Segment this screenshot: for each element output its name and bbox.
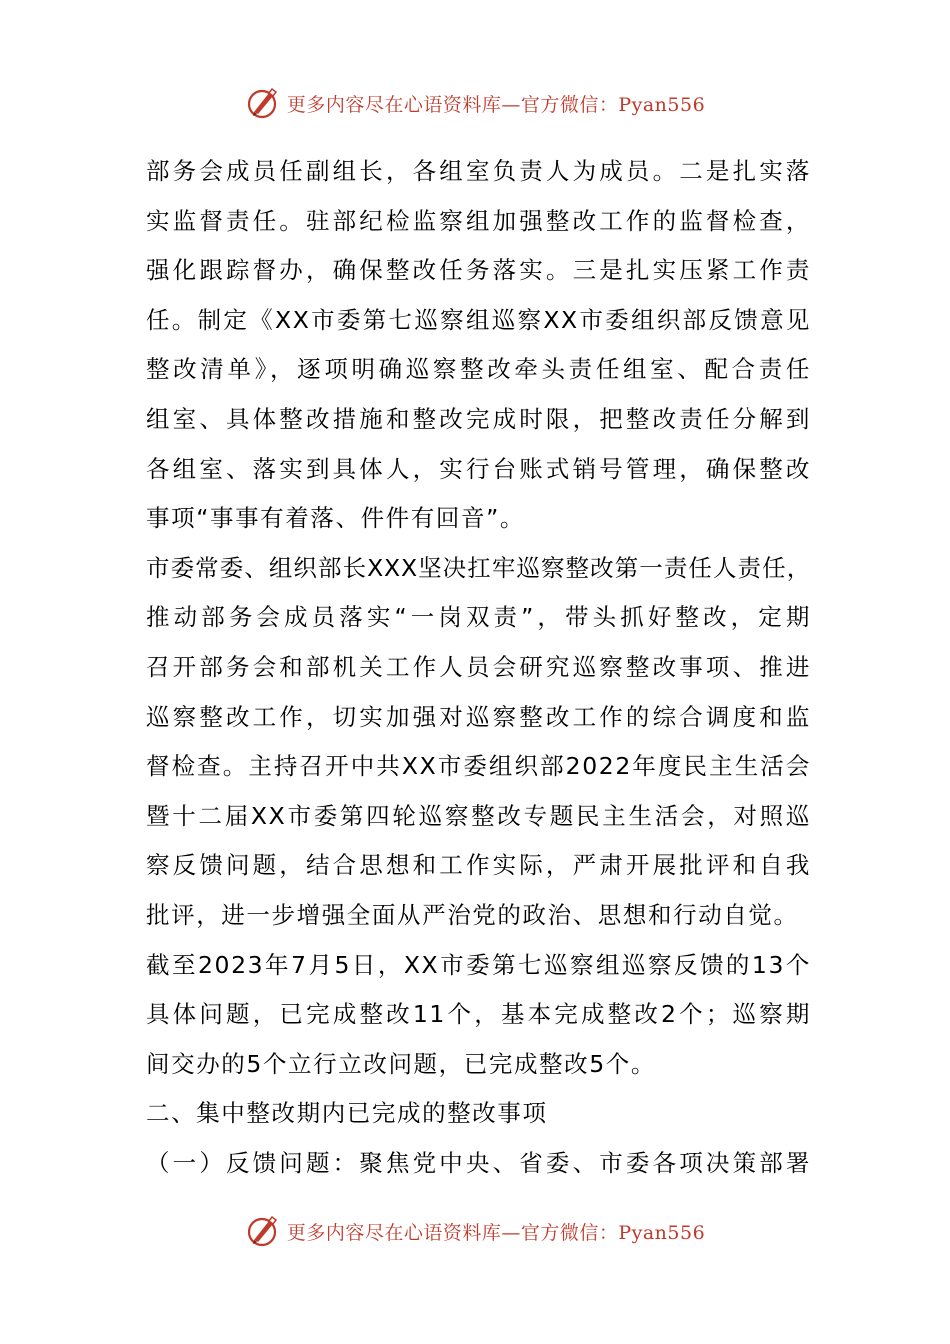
watermark-text: 更多内容尽在心语资料库—官方微信：Pyan556 xyxy=(286,93,706,116)
text-line: 二、集中整改期内已完成的整改事项 xyxy=(146,1099,548,1128)
pen-circle-logo-icon xyxy=(245,1213,281,1249)
text-line: 批评，进一步增强全面从严治党的政治、思想和行动自觉。 xyxy=(146,900,799,929)
text-line: 督检查。主持召开中共XX市委组织部2022年度民主生活会 xyxy=(146,752,811,781)
text-line: 察反馈问题，结合思想和工作实际，严肃开展批评和自我 xyxy=(146,851,811,880)
text-line: 间交办的5个立行立改问题，已完成整改5个。 xyxy=(146,1049,657,1078)
text-line: 部务会成员任副组长，各组室负责人为成员。二是扎实落 xyxy=(146,157,811,185)
document-body xyxy=(146,148,811,1189)
footer-watermark-banner xyxy=(0,1206,950,1256)
text-line: 实监督责任。驻部纪检监察组加强整改工作的监督检查， xyxy=(146,206,811,235)
text-line: 组室、具体整改措施和整改完成时限，把整改责任分解到 xyxy=(146,404,811,433)
header-watermark-banner xyxy=(0,78,950,128)
text-line: 截至2023年7月5日，XX市委第七巡察组巡察反馈的13个 xyxy=(146,950,811,979)
text-line: 推动部务会成员落实“一岗双责”，带头抓好整改，定期 xyxy=(146,603,811,632)
text-line: 巡察整改工作，切实加强对巡察整改工作的综合调度和监 xyxy=(146,702,811,731)
text-line: 具体问题，已完成整改11个，基本完成整改2个；巡察期 xyxy=(146,1000,811,1029)
pen-circle-logo-icon xyxy=(245,85,281,121)
text-line: 暨十二届XX市委第四轮巡察整改专题民主生活会，对照巡 xyxy=(146,801,811,830)
text-line: 各组室、落实到具体人，实行台账式销号管理，确保整改 xyxy=(146,454,811,483)
text-line: （一）反馈问题：聚焦党中央、省委、市委各项决策部署 xyxy=(146,1148,811,1177)
text-line: 任。制定《XX市委第七巡察组巡察XX市委组织部反馈意见 xyxy=(146,305,811,334)
text-line: 召开部务会和部机关工作人员会研究巡察整改事项、推进 xyxy=(146,652,811,681)
text-line: 强化跟踪督办，确保整改任务落实。三是扎实压紧工作责 xyxy=(146,256,811,285)
text-line: 事项“事事有着落、件件有回音”。 xyxy=(146,504,525,533)
text-line: 整改清单》，逐项明确巡察整改牵头责任组室、配合责任 xyxy=(146,355,811,384)
watermark-text: 更多内容尽在心语资料库—官方微信：Pyan556 xyxy=(286,1221,706,1244)
text-line: 市委常委、组织部长XXX坚决扛牢巡察整改第一责任人责任， xyxy=(146,553,811,582)
